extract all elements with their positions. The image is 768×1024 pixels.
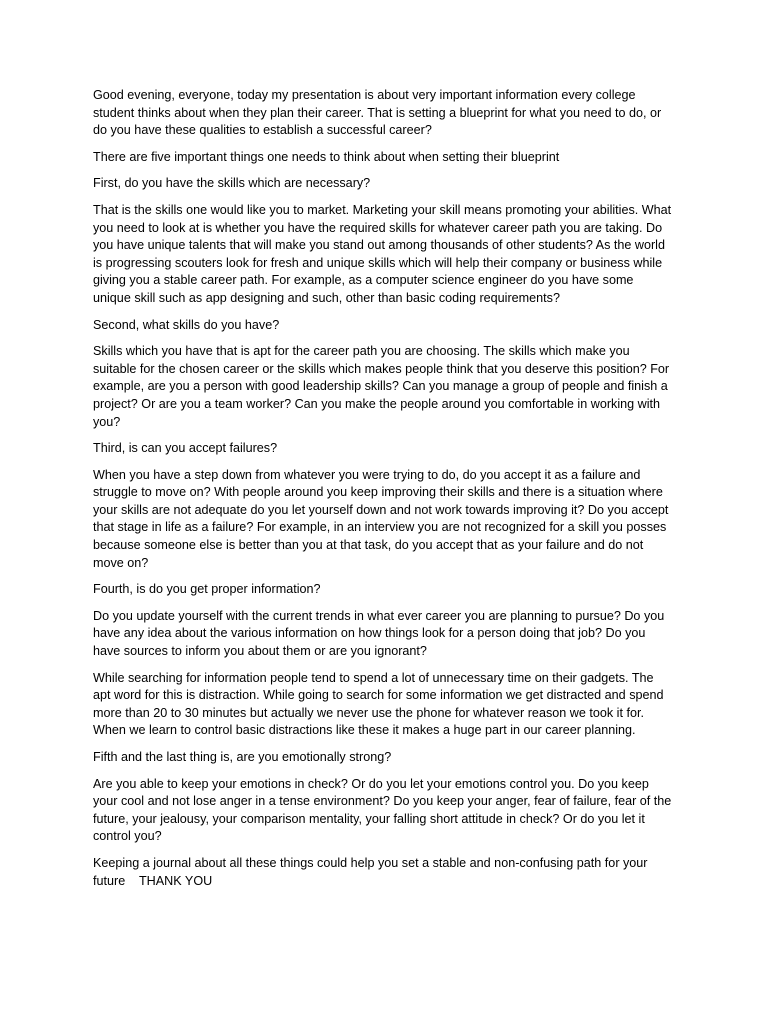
paragraph-fourth-heading: Fourth, is do you get proper information? [93, 582, 321, 597]
paragraph-second-heading: Second, what skills do you have? [93, 317, 280, 332]
paragraph-closing: Keeping a journal about all these things could help you set a stable and non-confusing path for your future THANK YOU [93, 855, 652, 888]
paragraph-third-body: When you have a step down from whatever you were trying to do, do you accept it as a failure and struggle to move on? With people around you keep improving their skills and there is a situation where your skills are not adequate do you let yourself down and not work towards improving it? Do you accept that stage in life as a failure? For example, in an interview you are not recognized for a skill you posses because someone else is better than you at that task, do you accept that as your failure and do not move on? [93, 467, 672, 570]
paragraph-five-things: There are five important things one needs to think about when setting their blueprint [93, 149, 560, 164]
paragraph-second-body: Skills which you have that is apt for the career path you are choosing. The skills which make you suitable for the chosen career or the skills which makes people think that you deserve this position? For example, are you a person with good leadership skills? Can you manage a group of people and finish a project? Or are you a team worker? Can you make the people around you comfortable in working with you? [93, 344, 673, 429]
paragraph-fifth-body: Are you able to keep your emotions in check? Or do you let your emotions control you. Do you keep your cool and not lose anger in a tense environment? Do you keep your anger, fear of failure, fear of the future, your jealousy, your comparison mentality, your falling short attitude in check? Or do you let it control you? [93, 776, 675, 844]
document-body [93, 87, 673, 899]
paragraph-first-heading: First, do you have the skills which are necessary? [93, 176, 371, 191]
paragraph-fourth-body: Do you update yourself with the current trends in what ever career you are planning to pursue? Do you have any idea about the various information on how things look for a person doing that job? Do you have sources to inform you about them or are you ignorant? [93, 608, 668, 659]
paragraph-intro: Good evening, everyone, today my presentation is about very important information every college student thinks about when they plan their career. That is setting a blueprint for what you need to do, or do you have these qualities to establish a successful career? [93, 88, 665, 138]
paragraph-distraction: While searching for information people tend to spend a lot of unnecessary time on their gadgets. The apt word for this is distraction. While going to search for some information we get distracted and spend more than 20 to 30 minutes but actually we never use the phone for whatever reason we took it for. When we learn to control basic distractions like these it makes a huge part in our career planning. [93, 670, 668, 738]
paragraph-first-body: That is the skills one would like you to market. Marketing your skill means promoting your abilities. What you need to look at is whether you have the required skills for whatever career path you are taking. Do you have unique talents that will make you stand out among thousands of other students? As the world is progressing scouters look for fresh and unique skills which will help their company or business while giving you a stable career path. For example, as a computer science engineer do you have some unique skill such as app designing and such, other than basic coding requirements? [93, 202, 675, 305]
paragraph-fifth-heading: Fifth and the last thing is, are you emotionally strong? [93, 750, 392, 764]
paragraph-third-heading: Third, is can you accept failures? [93, 441, 278, 456]
